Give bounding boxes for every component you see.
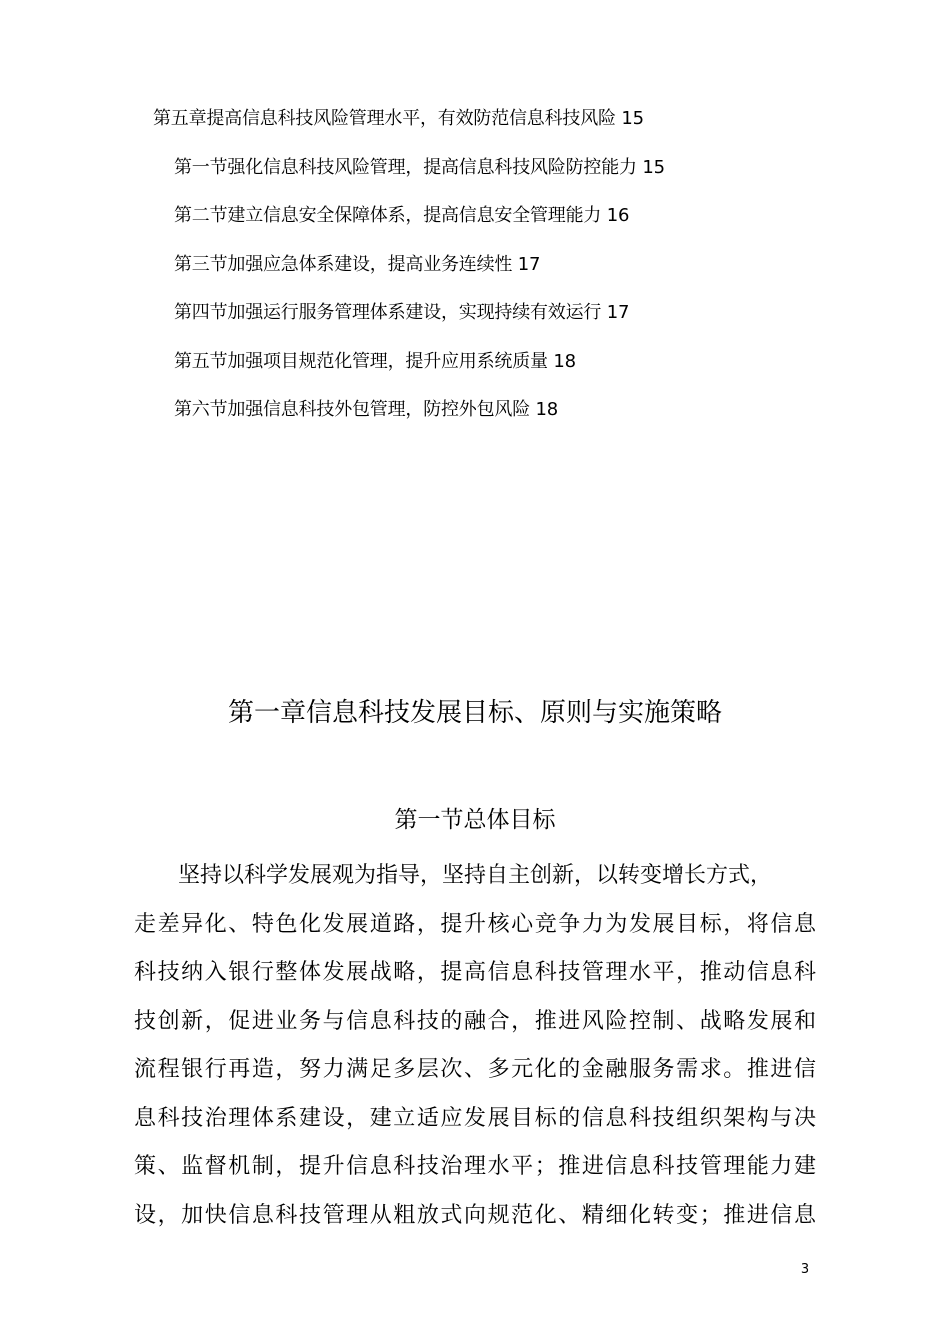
body-line: 技创新，促进业务与信息科技的融合，推进风险控制、战略发展和 [134,1009,816,1034]
section-title: 第一节总体目标 [394,807,556,833]
body-line: 息科技治理体系建设，建立适应发展目标的信息科技组织架构与决 [134,1106,816,1131]
toc-entry-section-4[interactable]: 第四节加强运行服务管理体系建设，实现持续有效运行 17 [174,302,630,323]
body-line: 走差异化、特色化发展道路，提升核心竞争力为发展目标，将信息 [134,912,816,937]
toc-entry-section-3[interactable]: 第三节加强应急体系建设，提高业务连续性 17 [174,254,541,275]
toc-entry-section-1[interactable]: 第一节强化信息科技风险管理，提高信息科技风险防控能力 15 [174,157,665,178]
body-line: 策、监督机制，提升信息科技治理水平；推进信息科技管理能力建 [134,1154,816,1179]
toc-entry-section-6[interactable]: 第六节加强信息科技外包管理，防控外包风险 18 [174,399,559,420]
body-line: 流程银行再造，努力满足多层次、多元化的金融服务需求。推进信 [134,1057,816,1082]
body-line: 坚持以科学发展观为指导，坚持自主创新，以转变增长方式， [178,863,773,888]
toc-entry-section-2[interactable]: 第二节建立信息安全保障体系，提高信息安全管理能力 16 [174,205,630,226]
body-line: 科技纳入银行整体发展战略，提高信息科技管理水平，推动信息科 [134,960,816,985]
chapter-title: 第一章信息科技发展目标、原则与实施策略 [227,698,722,728]
body-line: 设，加快信息科技管理从粗放式向规范化、精细化转变；推进信息 [134,1203,816,1228]
page-number: 3 [800,1262,810,1277]
toc-entry-section-5[interactable]: 第五节加强项目规范化管理，提升应用系统质量 18 [174,351,576,372]
toc-entry-chapter-5[interactable]: 第五章提高信息科技风险管理水平，有效防范信息科技风险 15 [153,108,644,129]
